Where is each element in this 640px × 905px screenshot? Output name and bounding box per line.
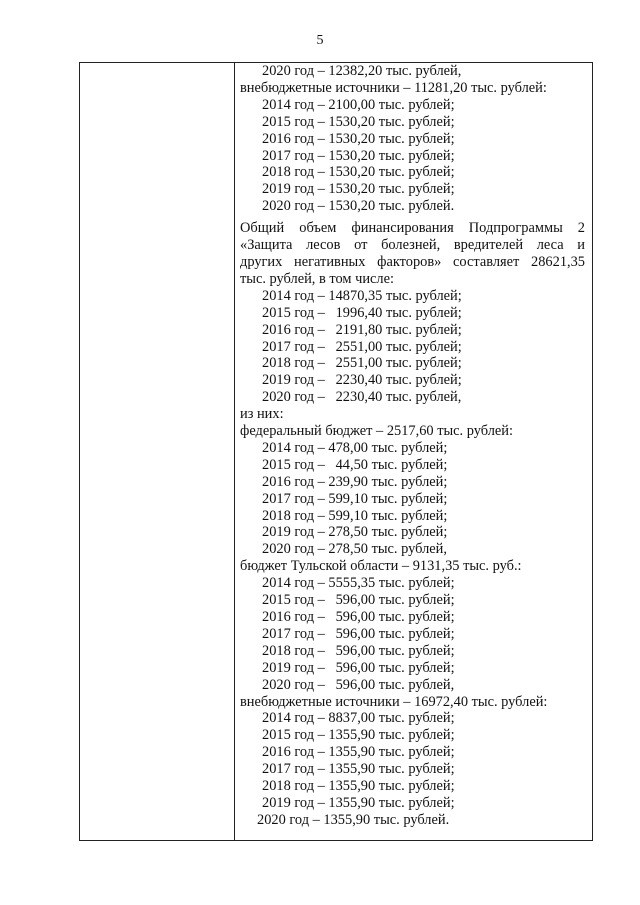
page-number: 5 — [316, 33, 324, 48]
list-item: 2018 год – 599,10 тыс. рублей; — [262, 507, 448, 524]
list-item: 2015 год – 44,50 тыс. рублей; — [262, 456, 448, 473]
list-item: 2017 год – 1355,90 тыс. рублей; — [262, 761, 455, 778]
list-item: 2015 год – 596,00 тыс. рублей; — [262, 592, 455, 609]
list-item: 2020 год – 1355,90 тыс. рублей. — [257, 811, 450, 828]
list-item: 2015 год – 1530,20 тыс. рублей; — [262, 113, 455, 130]
text-line: 2020 год – 12382,20 тыс. рублей, — [262, 63, 462, 79]
subprogram-paragraph — [240, 220, 585, 288]
list-item: 2016 год – 2191,80 тыс. рублей; — [262, 321, 462, 338]
paragraph-line: «Защита лесов от болезней, вредителей леса и — [240, 237, 585, 254]
paragraph-line: Общий объем финансирования Подпрограммы 2 — [240, 220, 585, 237]
list-item: 2017 год – 1530,20 тыс. рублей; — [262, 147, 455, 164]
list-item: 2014 год – 2100,00 тыс. рублей; — [262, 96, 455, 113]
financing-cell — [240, 63, 585, 829]
list-item: 2016 год – 239,90 тыс. рублей; — [262, 473, 448, 490]
list-item: 2018 год – 2551,00 тыс. рублей; — [262, 355, 462, 372]
list-item: 2020 год – 278,50 тыс. рублей, — [262, 541, 447, 558]
list-item: 2019 год – 1355,90 тыс. рублей; — [262, 794, 455, 811]
list-item: 2020 год – 1530,20 тыс. рублей. — [262, 198, 455, 215]
list-item: 2020 год – 2230,40 тыс. рублей, — [262, 389, 462, 406]
section-heading: внебюджетные источники – 11281,20 тыс. рублей: — [240, 79, 547, 96]
list-item: 2019 год – 596,00 тыс. рублей; — [262, 659, 455, 676]
list-item: 2017 год – 599,10 тыс. рублей; — [262, 490, 448, 507]
list-item: 2014 год – 5555,35 тыс. рублей; — [262, 575, 455, 592]
list-item: 2017 год – 2551,00 тыс. рублей; — [262, 338, 462, 355]
section-heading: бюджет Тульской области – 9131,35 тыс. руб.: — [240, 558, 522, 575]
list-item: 2016 год – 1530,20 тыс. рублей; — [262, 130, 455, 147]
list-item: 2020 год – 596,00 тыс. рублей, — [262, 676, 455, 693]
column-divider — [234, 63, 235, 840]
list-item: 2016 год – 596,00 тыс. рублей; — [262, 609, 455, 625]
list-item: 2019 год – 278,50 тыс. рублей; — [262, 524, 448, 541]
list-item: 2014 год – 14870,35 тыс. рублей; — [262, 287, 462, 304]
section-heading: федеральный бюджет – 2517,60 тыс. рублей: — [240, 423, 513, 440]
list-item: 2018 год – 1530,20 тыс. рублей; — [262, 164, 455, 181]
list-item: 2014 год – 8837,00 тыс. рублей; — [262, 710, 455, 727]
paragraph-line: других негативных факторов» составляет 28621,35 — [240, 253, 585, 270]
list-item: 2019 год – 2230,40 тыс. рублей; — [262, 372, 462, 389]
list-item: 2018 год – 596,00 тыс. рублей; — [262, 642, 455, 659]
section-heading: внебюджетные источники – 16972,40 тыс. рублей: — [240, 693, 548, 710]
list-item: 2017 год – 596,00 тыс. рублей; — [262, 625, 455, 642]
list-item: 2015 год – 1355,90 тыс. рублей; — [262, 727, 455, 744]
list-item: 2019 год – 1530,20 тыс. рублей; — [262, 181, 455, 198]
list-item: 2016 год – 1355,90 тыс. рублей; — [262, 744, 455, 761]
list-item: 2018 год – 1355,90 тыс. рублей; — [262, 778, 455, 795]
list-item: 2014 год – 478,00 тыс. рублей; — [262, 439, 448, 456]
paragraph-line: тыс. рублей, в том числе: — [240, 270, 394, 287]
passport-table — [79, 62, 593, 841]
list-item: 2015 год – 1996,40 тыс. рублей; — [262, 304, 462, 321]
text-line: из них: — [240, 406, 284, 423]
